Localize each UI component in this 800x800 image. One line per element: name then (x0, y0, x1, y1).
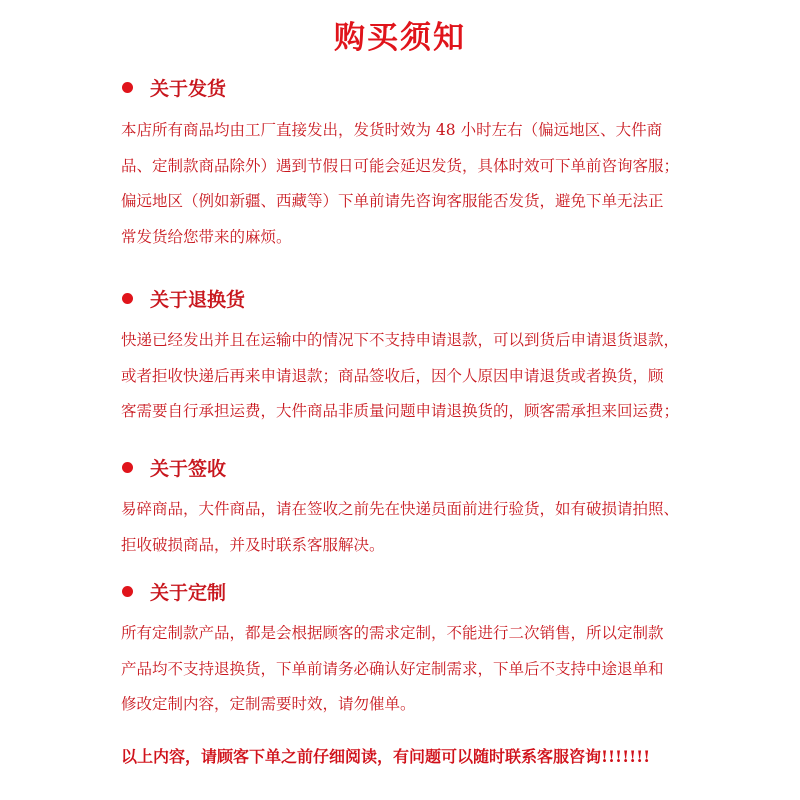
bullet-icon (122, 82, 133, 93)
body-line: 易碎商品，大件商品，请在签收之前先在快递员面前进行验货，如有破损请拍照、 (121, 500, 680, 518)
section-body-returns (121, 323, 701, 430)
section-heading-shipping (122, 72, 226, 102)
body-line: 修改定制内容，定制需要时效，请勿催单。 (121, 695, 416, 713)
section-heading-custom (122, 576, 226, 606)
body-line: 本店所有商品均由工厂直接发出，发货时效为 48 小时左右（偏远地区、大件商 (121, 121, 663, 139)
section-heading-label: 关于签收 (150, 457, 227, 480)
body-line: 产品均不支持退换货，下单前请务必确认好定制需求，下单后不支持中途退单和 (121, 659, 664, 678)
section-body-receipt (121, 492, 701, 563)
section-heading-label: 关于发货 (150, 77, 227, 100)
body-line: 常发货给您带来的麻烦。 (121, 227, 292, 246)
section-body-custom (121, 616, 701, 723)
body-line: 偏远地区（例如新疆、西藏等）下单前请先咨询客服能否发货，避免下单无法正 (121, 192, 664, 210)
body-line: 或者拒收快递后再来申请退款；商品签收后，因个人原因申请退货或者换货，顾 (121, 366, 664, 385)
bullet-icon (122, 586, 133, 597)
section-heading-label: 关于定制 (150, 581, 227, 604)
body-line: 拒收破损商品，并及时联系客服解决。 (121, 535, 385, 554)
section-heading-returns (122, 283, 245, 313)
section-heading-receipt (122, 452, 226, 482)
footer-note: 以上内容，请顾客下单之前仔细阅读，有问题可以随时联系客服咨询!!!!!!! (121, 747, 651, 766)
body-line: 客需要自行承担运费，大件商品非质量问题申请退换货的，顾客需承担来回运费； (121, 402, 680, 420)
body-line: 所有定制款产品，都是会根据顾客的需求定制，不能进行二次销售，所以定制款 (121, 624, 664, 642)
bullet-icon (122, 462, 133, 473)
page-title: 购买须知 (334, 20, 466, 56)
section-body-shipping (121, 113, 701, 255)
section-heading-label: 关于退换货 (150, 288, 246, 311)
body-line: 品、定制款商品除外）遇到节假日可能会延迟发货，具体时效可下单前咨询客服； (121, 156, 680, 175)
bullet-icon (122, 293, 133, 304)
body-line: 快递已经发出并且在运输中的情况下不支持申请退款，可以到货后申请退货退款， (121, 331, 680, 349)
